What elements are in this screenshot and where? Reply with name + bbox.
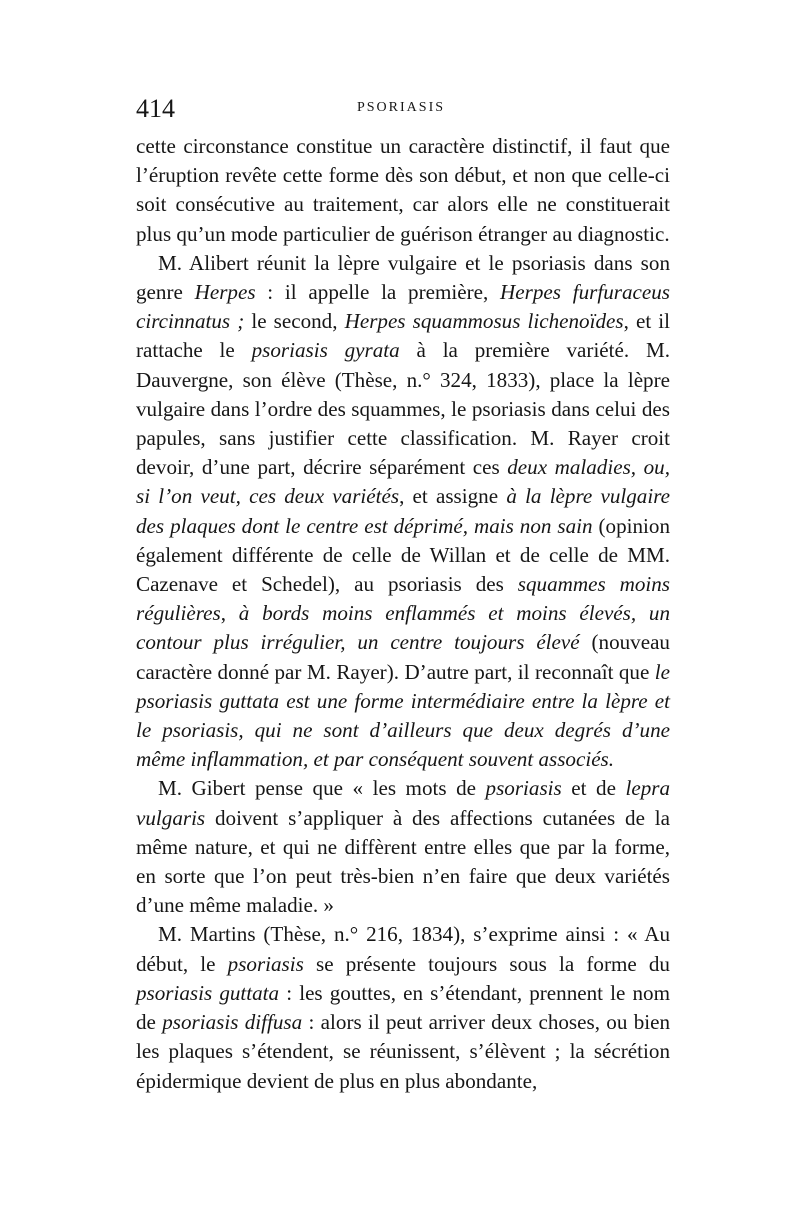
italic-run: Herpes squammosus lichenoïdes bbox=[344, 309, 624, 334]
paragraph-martins bbox=[136, 920, 670, 1095]
paragraph-gibert bbox=[136, 774, 670, 920]
text-run: M. Alibert réunit la lèpre vulgaire et le psoriasis dans son genre bbox=[136, 250, 670, 305]
running-head bbox=[136, 92, 666, 126]
text-run: (opinion également différente de celle de Willan et de celle de MM. Cazenave et Schedel), au psoriasis des bbox=[136, 513, 670, 597]
italic-run: Herpes furfuraceus circinnatus ; bbox=[136, 280, 670, 334]
paragraph-continuation bbox=[136, 132, 670, 249]
italic-run: psoriasis bbox=[227, 951, 304, 976]
italic-run: Herpes bbox=[194, 280, 256, 305]
italic-run: à la lèpre vulgaire des plaques dont le centre est déprimé, mais non sain bbox=[136, 484, 670, 538]
text-run: : il appelle la première, bbox=[255, 280, 501, 305]
italic-run: psoriasis guttata bbox=[136, 980, 280, 1005]
text-run: doivent s’appliquer à des affections cutanées de la même nature, et qui ne diffèrent entre elles que par la forme, en sorte que l’on peut très-bien n’en faire que deux variétés d’une même maladie. » bbox=[136, 805, 670, 918]
text-run: : les gouttes, en s’étendant, prennent le nom de bbox=[136, 980, 670, 1035]
italic-run: psoriasis diffusa bbox=[162, 1010, 303, 1035]
italic-run: lepra vulgaris bbox=[136, 776, 671, 830]
body-text bbox=[136, 132, 670, 1096]
italic-run: à bords moins enflammés et moins élevés, un contour plus irrégulier, un centre toujours élevé bbox=[136, 601, 670, 655]
italic-run: psoriasis gyrata bbox=[251, 338, 400, 363]
text-run: , et assigne bbox=[399, 484, 507, 509]
text-run: et de bbox=[561, 776, 626, 801]
text-run: : alors il peut arriver deux choses, ou bien les plaques s’étendent, se réunissent, s’élèvent ; la sécrétion épidermique devient de plus en plus abondante, bbox=[136, 1010, 671, 1093]
text-run: M. Martins (Thèse, n.° 216, 1834), s’exprime ainsi : « Au début, le bbox=[136, 922, 670, 976]
italic-run: le psoriasis guttata est une forme intermédiaire entre la lèpre et le psoriasis, qui ne sont d’ailleurs que deux degrés d’une même inflammation, et par conséquent souvent associés. bbox=[136, 659, 670, 772]
text-run: se présente toujours sous la forme du bbox=[303, 951, 670, 976]
italic-run: deux maladies, ou, si l’on veut, ces deux variétés bbox=[136, 455, 670, 509]
page-number: 414 bbox=[136, 94, 175, 123]
italic-run: psoriasis bbox=[485, 776, 562, 801]
text-run: (nouveau caractère donné par M. Rayer). D’autre part, il reconnaît que bbox=[136, 630, 670, 684]
italic-run: squammes moins régulières bbox=[136, 572, 671, 626]
running-title: PSORIASIS bbox=[356, 100, 446, 115]
text-run: le second, bbox=[244, 309, 345, 334]
paragraph-alibert bbox=[136, 249, 670, 775]
text-run: à la première variété. M. Dauvergne, son élève (Thèse, n.° 324, 1833), place la lèpre vulgaire dans l’ordre des squammes, le psoriasis dans celui des papules, sans justifier cette classification. M. Rayer croit devoir, d’une part, décrire séparément ces bbox=[136, 338, 671, 480]
text-run: , et il rattache le bbox=[136, 309, 670, 363]
text-run: cette circonstance constitue un caractère distinctif, il faut que l’éruption revête cette forme dès son début, et non que celle-ci soit consécutive au traitement, car alors elle ne constituerait plus qu’un mode particulier de guérison étranger au diagnostic. bbox=[136, 134, 670, 246]
text-run: M. Gibert pense que « les mots de bbox=[158, 776, 486, 801]
text-run: , bbox=[220, 601, 239, 626]
